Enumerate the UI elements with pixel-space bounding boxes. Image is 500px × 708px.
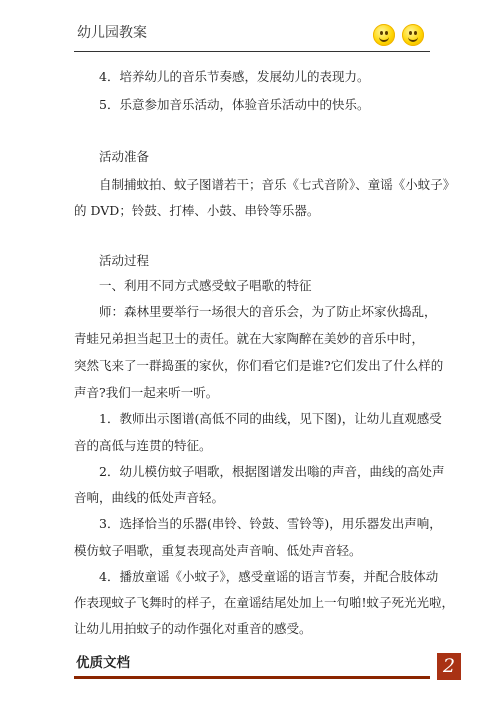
- header-divider: [74, 51, 430, 52]
- paragraph-line: 让幼儿用拍蚊子的动作强化对重音的感受。: [74, 621, 312, 636]
- goal-item: 4．培养幼儿的音乐节奏感，发展幼儿的表现力。: [99, 69, 370, 84]
- paragraph-line: 师：森林里要举行一场很大的音乐会，为了防止坏家伙捣乱，: [99, 304, 437, 319]
- paragraph-line: 声音?我们一起来听一听。: [74, 385, 219, 400]
- paragraph-line: 青蛙兄弟担当起卫士的责任。就在大家陶醉在美妙的音乐中时，: [74, 331, 425, 346]
- step-item: 1．教师出示图谱(高低不同的曲线，见下图)，让幼儿直观感受: [99, 411, 442, 426]
- footer-label: 优质文档: [76, 655, 130, 671]
- paragraph-line: 突然飞来了一群捣蛋的家伙，你们看它们是谁?它们发出了什么样的: [74, 358, 444, 373]
- footer-divider: [74, 676, 430, 679]
- subsection-title: 一、利用不同方式感受蚊子唱歌的特征: [99, 278, 312, 293]
- page-number: 2: [437, 653, 461, 680]
- paragraph-line: 模仿蚊子唱歌，重复表现高处声音响、低处声音轻。: [74, 543, 362, 558]
- smiley-icon: [402, 24, 424, 46]
- paragraph-line: 作表现蚊子飞舞时的样子，在童谣结尾处加上一句啪!蚊子死光光啦，: [74, 595, 455, 610]
- paragraph-line: 的 DVD；铃鼓、打棒、小鼓、串铃等乐器。: [74, 203, 320, 218]
- paragraph-line: 自制捕蚊拍、蚊子图谱若干；音乐《七式音阶》、童谣《小蚊子》: [99, 177, 456, 192]
- header-title: 幼儿园教案: [77, 25, 147, 41]
- paragraph-line: 音的高低与连贯的特征。: [74, 438, 212, 453]
- step-item: 4．播放童谣《小蚊子》，感受童谣的语言节奏，并配合肢体动: [99, 569, 439, 584]
- smiley-icon: [373, 24, 395, 46]
- section-heading: 活动过程: [99, 253, 150, 268]
- step-item: 3．选择恰当的乐器(串铃、铃鼓、雪铃等)，用乐器发出声响，: [99, 516, 442, 531]
- paragraph-line: 音响，曲线的低处声音轻。: [74, 490, 225, 505]
- goal-item: 5．乐意参加音乐活动，体验音乐活动中的快乐。: [99, 97, 370, 112]
- step-item: 2．幼儿模仿蚊子唱歌，根据图谱发出嗡的声音，曲线的高处声: [99, 464, 445, 479]
- section-heading: 活动准备: [99, 149, 150, 164]
